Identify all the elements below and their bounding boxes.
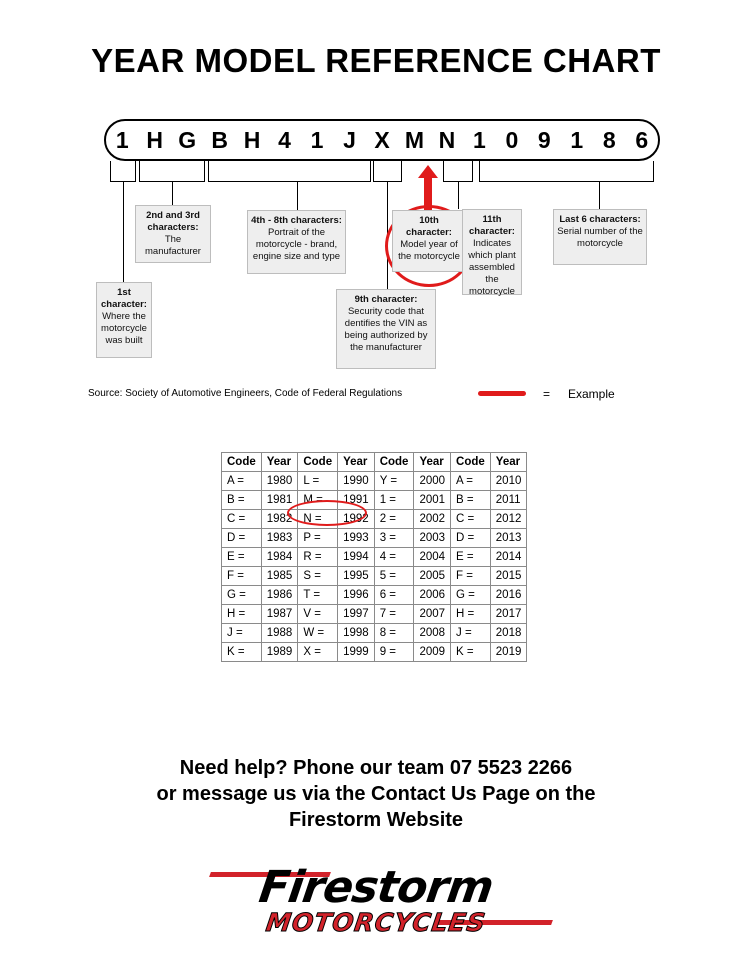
table-cell: 2016 xyxy=(490,586,527,605)
vin-char: 0 xyxy=(505,127,519,153)
model-year-arrow-head xyxy=(418,165,438,178)
vin-char: J xyxy=(343,127,356,153)
table-cell: 4 = xyxy=(374,548,414,567)
column-header: Code xyxy=(374,453,414,472)
note-1st-character xyxy=(96,282,152,358)
connector-line xyxy=(135,161,136,181)
vin-char: 1 xyxy=(472,127,486,153)
table-cell: 1985 xyxy=(261,567,298,586)
note-9th-character xyxy=(336,289,436,369)
vin-char: H xyxy=(146,127,164,153)
help-line-2: or message us via the Contact Us Page on the xyxy=(156,783,596,805)
column-header: Code xyxy=(298,453,338,472)
connector-line xyxy=(443,161,444,181)
help-text xyxy=(0,755,752,833)
note-body: The manufacturer xyxy=(145,234,201,257)
connector-line xyxy=(472,161,473,181)
table-cell: 3 = xyxy=(374,529,414,548)
table-cell: F = xyxy=(451,567,491,586)
table-cell: 1984 xyxy=(261,548,298,567)
table-cell: 1992 xyxy=(338,510,375,529)
connector-line xyxy=(401,161,402,181)
year-code-table xyxy=(221,452,527,662)
vin-char: 1 xyxy=(310,127,324,153)
table-cell: 2019 xyxy=(490,643,527,662)
help-line-1: Need help? Phone our team 07 5523 2266 xyxy=(179,757,573,779)
vin-char: 1 xyxy=(570,127,584,153)
vin-char: 9 xyxy=(537,127,551,153)
table-cell: K = xyxy=(222,643,262,662)
table-row xyxy=(222,491,527,510)
table-cell: S = xyxy=(298,567,338,586)
connector-line xyxy=(110,161,111,181)
table-cell: A = xyxy=(451,472,491,491)
table-cell: J = xyxy=(451,624,491,643)
table-cell: 2004 xyxy=(414,548,451,567)
vin-char: 4 xyxy=(278,127,291,153)
table-cell: H = xyxy=(451,605,491,624)
table-cell: 2000 xyxy=(414,472,451,491)
table-cell: 2 = xyxy=(374,510,414,529)
table-cell: C = xyxy=(222,510,262,529)
table-cell: 7 = xyxy=(374,605,414,624)
table-cell: 1989 xyxy=(261,643,298,662)
connector-line xyxy=(172,181,173,205)
column-header: Year xyxy=(338,453,375,472)
vin-char: 1 xyxy=(115,127,129,153)
table-cell: 2015 xyxy=(490,567,527,586)
table-row xyxy=(222,586,527,605)
table-cell: D = xyxy=(451,529,491,548)
note-heading: 2nd and 3rd characters: xyxy=(146,210,200,233)
connector-line xyxy=(370,161,371,181)
connector-line xyxy=(599,181,600,209)
note-2nd-3rd-characters xyxy=(135,205,211,263)
table-cell: 1995 xyxy=(338,567,375,586)
connector-line xyxy=(139,161,140,181)
table-cell: D = xyxy=(222,529,262,548)
table-cell: X = xyxy=(298,643,338,662)
connector-line xyxy=(479,161,480,181)
table-cell: F = xyxy=(222,567,262,586)
table-cell: K = xyxy=(451,643,491,662)
table-cell: 2012 xyxy=(490,510,527,529)
table-cell: E = xyxy=(451,548,491,567)
note-4th-8th-characters xyxy=(247,210,346,274)
column-header: Code xyxy=(451,453,491,472)
note-body: Serial number of the motorcycle xyxy=(557,226,643,249)
table-cell: T = xyxy=(298,586,338,605)
table-row xyxy=(222,567,527,586)
note-heading: 11th character: xyxy=(469,214,515,237)
table-cell: 2005 xyxy=(414,567,451,586)
table-cell: 2018 xyxy=(490,624,527,643)
table-cell: 1980 xyxy=(261,472,298,491)
table-cell: N = xyxy=(298,510,338,529)
note-heading: 9th character: xyxy=(354,294,418,305)
note-body: Portrait of the motorcycle - brand, engine size and type xyxy=(252,227,341,262)
logo-wordmark: Firestorm xyxy=(256,862,496,913)
table-cell: G = xyxy=(222,586,262,605)
table-cell: B = xyxy=(222,491,262,510)
note-body: Indicates which plant assembled the motorcycle xyxy=(468,238,516,297)
connector-line xyxy=(204,161,205,181)
column-header: Year xyxy=(414,453,451,472)
table-row xyxy=(222,529,527,548)
table-cell: 1 = xyxy=(374,491,414,510)
connector-line xyxy=(653,161,654,181)
note-heading: 10th character: xyxy=(406,215,452,238)
vin-number-box xyxy=(104,119,660,161)
table-cell: 1990 xyxy=(338,472,375,491)
table-row xyxy=(222,472,527,491)
table-row xyxy=(222,605,527,624)
column-header: Code xyxy=(222,453,262,472)
note-heading: 4th - 8th characters: xyxy=(251,215,342,226)
table-cell: 1993 xyxy=(338,529,375,548)
vin-char: B xyxy=(211,127,228,153)
table-cell: C = xyxy=(451,510,491,529)
table-cell-highlighted: 1991 xyxy=(338,491,375,510)
table-cell: 2002 xyxy=(414,510,451,529)
table-cell: 2009 xyxy=(414,643,451,662)
table-cell: J = xyxy=(222,624,262,643)
connector-line xyxy=(373,161,374,181)
table-row xyxy=(222,624,527,643)
page-title: YEAR MODEL REFERENCE CHART xyxy=(91,42,661,79)
connector-line xyxy=(297,181,298,210)
table-cell: B = xyxy=(451,491,491,510)
table-cell: 1981 xyxy=(261,491,298,510)
table-cell: V = xyxy=(298,605,338,624)
table-row xyxy=(222,510,527,529)
firestorm-logo xyxy=(196,862,556,940)
note-last-6-characters xyxy=(553,209,647,265)
table-year-highlight-circle xyxy=(287,500,367,526)
vin-char: 6 xyxy=(635,127,649,153)
legend-equals: = xyxy=(543,387,551,401)
table-cell: 1997 xyxy=(338,605,375,624)
table-cell: 1988 xyxy=(261,624,298,643)
connector-line xyxy=(479,181,654,182)
model-year-arrow-stem xyxy=(424,178,432,210)
note-heading: Last 6 characters: xyxy=(559,214,641,225)
vin-char: N xyxy=(438,127,456,153)
table-cell: W = xyxy=(298,624,338,643)
table-cell: 2017 xyxy=(490,605,527,624)
column-header: Year xyxy=(490,453,527,472)
table-cell: H = xyxy=(222,605,262,624)
logo-subtitle: MOTORCYCLES xyxy=(264,908,488,937)
table-row xyxy=(222,548,527,567)
table-header-row xyxy=(222,453,527,472)
table-cell: 1999 xyxy=(338,643,375,662)
help-line-3: Firestorm Website xyxy=(288,809,464,831)
table-cell: 1983 xyxy=(261,529,298,548)
note-11th-character xyxy=(462,209,522,295)
table-cell: A = xyxy=(222,472,262,491)
table-cell: 2013 xyxy=(490,529,527,548)
table-cell: 1994 xyxy=(338,548,375,567)
connector-line xyxy=(208,181,371,182)
column-header: Year xyxy=(261,453,298,472)
table-cell: 2007 xyxy=(414,605,451,624)
table-cell: 1986 xyxy=(261,586,298,605)
table-cell: 2003 xyxy=(414,529,451,548)
table-cell: L = xyxy=(298,472,338,491)
table-cell: 2008 xyxy=(414,624,451,643)
connector-line xyxy=(123,181,124,282)
table-cell: 2006 xyxy=(414,586,451,605)
table-cell: 1998 xyxy=(338,624,375,643)
table-cell: 2011 xyxy=(490,491,527,510)
table-cell: 2010 xyxy=(490,472,527,491)
table-cell: 1996 xyxy=(338,586,375,605)
source-text: Source: Society of Automotive Engineers, Code of Federal Regulations xyxy=(88,388,403,399)
legend-label: Example xyxy=(568,387,615,401)
table-row xyxy=(222,643,527,662)
note-heading: 1st character: xyxy=(101,287,147,310)
vin-char: G xyxy=(178,127,197,153)
table-cell: 5 = xyxy=(374,567,414,586)
note-body: Where the motorcycle was built xyxy=(101,311,147,346)
table-cell: 2001 xyxy=(414,491,451,510)
table-cell: E = xyxy=(222,548,262,567)
table-cell: R = xyxy=(298,548,338,567)
table-cell: P = xyxy=(298,529,338,548)
connector-line xyxy=(458,181,459,209)
vin-char: 8 xyxy=(602,127,616,153)
table-cell: 9 = xyxy=(374,643,414,662)
connector-line xyxy=(208,161,209,181)
table-cell: 1987 xyxy=(261,605,298,624)
table-cell: Y = xyxy=(374,472,414,491)
note-10th-character xyxy=(392,210,466,272)
table-cell: 2014 xyxy=(490,548,527,567)
legend-example-swatch xyxy=(478,391,526,396)
vin-char: X xyxy=(374,127,390,153)
table-cell: 1982 xyxy=(261,510,298,529)
table-cell: 6 = xyxy=(374,586,414,605)
table-cell: 8 = xyxy=(374,624,414,643)
note-body: Model year of the motorcycle xyxy=(398,239,460,262)
table-cell-highlighted: M = xyxy=(298,491,338,510)
note-body: Security code that dentifies the VIN as being authorized by the manufacturer xyxy=(344,306,428,353)
vin-char: H xyxy=(243,127,261,153)
table-cell: G = xyxy=(451,586,491,605)
vin-char-model-year: M xyxy=(404,127,425,153)
